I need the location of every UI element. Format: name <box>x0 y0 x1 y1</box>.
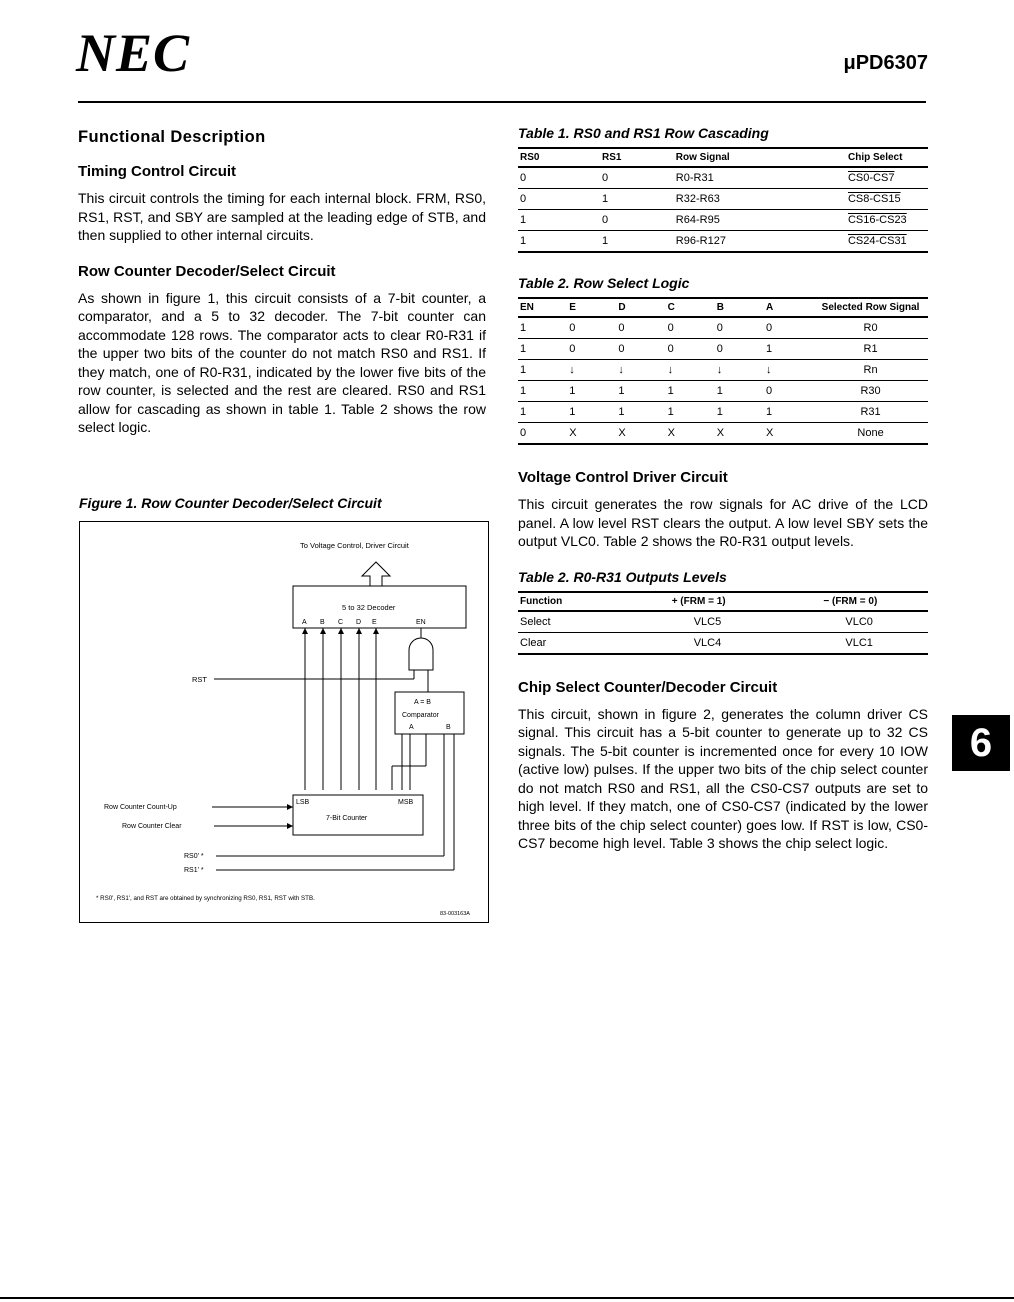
t1-cell: R96-R127 <box>675 235 726 247</box>
t1-cell: CS16-CS23 <box>847 214 907 226</box>
table-row <box>518 167 928 189</box>
t2-cell: R30 <box>860 385 881 397</box>
t1-cell: CS8-CS15 <box>847 193 901 205</box>
t2-cell: X <box>569 427 577 439</box>
voltage-heading: Voltage Control Driver Circuit <box>518 469 728 486</box>
t2-cell: 0 <box>716 322 723 334</box>
t2-cell: 0 <box>569 343 576 355</box>
t3-cell: VLC4 <box>693 636 722 649</box>
t2-cell: 1 <box>765 343 773 355</box>
comparator-label: Comparator <box>402 712 439 719</box>
table-row <box>518 189 928 210</box>
right-column <box>518 125 928 853</box>
t2-h-a: A <box>765 302 774 313</box>
t2-cell: R1 <box>863 343 878 355</box>
fig-footnote: * RS0', RS1', and RST are obtained by synchronizing RS0, RS1, RST with STB. <box>96 895 315 902</box>
counter-lsb: LSB <box>296 799 310 806</box>
section-tab-6: 6 <box>952 715 1010 771</box>
t2-h-selected: Selected Row Signal <box>821 302 920 313</box>
nec-logo: NEC <box>76 23 191 83</box>
table-row <box>518 423 928 445</box>
t2-cell: R0 <box>863 322 878 334</box>
t2-cell: ↓ <box>618 364 624 376</box>
t2-h-en: EN <box>520 302 534 313</box>
footer-rule <box>0 1297 1014 1299</box>
t1-cell: 1 <box>520 235 527 247</box>
table3 <box>518 591 928 655</box>
t1-cell: 0 <box>602 172 609 184</box>
t2-cell: ↓ <box>765 364 772 376</box>
up-arrow-icon <box>362 562 390 586</box>
t3-cell: Clear <box>520 636 547 649</box>
t2-cell: 1 <box>765 406 773 418</box>
left-column <box>78 128 486 437</box>
clear-label: Row Counter Clear <box>122 823 182 830</box>
row-counter-heading: Row Counter Decoder/Select Circuit <box>78 262 336 280</box>
t2-cell: ↓ <box>716 364 723 376</box>
header-rule <box>78 101 926 103</box>
t2-cell: None <box>857 427 884 439</box>
t2-cell: 1 <box>569 406 576 418</box>
t2-cell: X <box>667 427 675 439</box>
t1-cell: R32-R63 <box>675 193 720 205</box>
t2-cell: 1 <box>618 385 625 397</box>
t1-cell: 1 <box>602 193 609 205</box>
t2-h-d: D <box>618 302 626 313</box>
t2-h-e: E <box>569 302 576 313</box>
comparator-eq: A = B <box>414 699 431 706</box>
t2-cell: 0 <box>716 343 723 355</box>
t3-h-plus: + (FRM = 1) <box>671 595 726 607</box>
table-row <box>518 402 928 423</box>
t3-cell: VLC5 <box>693 615 722 628</box>
decoder-in-d: D <box>356 619 362 626</box>
t1-h-row: Row Signal <box>675 152 730 163</box>
timing-heading: Timing Control Circuit <box>78 163 237 180</box>
t2-cell: 0 <box>667 322 674 334</box>
fig-top-label: To Voltage Control, Driver Circuit <box>300 541 409 550</box>
t2-cell: X <box>716 427 725 439</box>
decoder-input-lines <box>305 628 376 790</box>
table-row <box>518 381 928 402</box>
t2-cell: 1 <box>520 322 527 334</box>
comparator-b: B <box>446 724 451 731</box>
t2-cell: R31 <box>860 406 881 418</box>
comparator-input-lines <box>392 734 454 854</box>
t1-cell: 0 <box>520 193 527 205</box>
t3-cell: VLC1 <box>845 636 873 649</box>
rs1-prime-label: RS1' * <box>184 867 204 874</box>
t2-cell: ↓ <box>569 364 575 376</box>
section-title: Functional Description <box>78 128 266 146</box>
t2-cell: 1 <box>520 343 527 355</box>
t1-cell: 1 <box>602 235 609 247</box>
decoder-in-c: C <box>338 619 344 626</box>
table-row <box>518 317 928 339</box>
t1-cell: R64-R95 <box>675 214 720 226</box>
chip-select-heading: Chip Select Counter/Decoder Circuit <box>518 678 778 696</box>
decoder-in-e: E <box>372 619 377 626</box>
t3-cell: VLC0 <box>845 615 873 628</box>
and-gate <box>409 638 433 670</box>
t1-h-cs: Chip Select <box>847 152 903 163</box>
t2-cell: Rn <box>863 364 878 376</box>
t2-h-c: C <box>667 302 675 313</box>
t3-h-function: Function <box>520 595 563 607</box>
t2-cell: 0 <box>765 322 773 334</box>
t2-cell: 0 <box>618 343 625 355</box>
part-number: μPD6307 <box>843 52 928 74</box>
t3-h-minus: − (FRM = 0) <box>823 595 878 607</box>
t2-cell: 1 <box>716 406 723 418</box>
t1-cell: 0 <box>602 214 609 226</box>
comparator-a: A <box>409 724 414 731</box>
decoder-in-b: B <box>320 619 325 626</box>
t1-h-rs1: RS1 <box>602 152 622 163</box>
count-up-label: Row Counter Count-Up <box>104 804 177 811</box>
t2-cell: 0 <box>569 322 576 334</box>
t1-cell: CS0-CS7 <box>847 172 895 184</box>
chip-select-body: This circuit, shown in figure 2, generates the column driver CS signal. This circuit has a 5-bit counter to generate up to 32 CS signals. The 5-bit counter is incremented once for every 10 IOW (active low) pulses. If the upper two bits of the chip select counter do not match RS0 and RS1, all the CS0-CS7 outputs are set to high level. If they match, one of CS0-CS7 (indicated by the lower three bits of the chip select counter) goes low. If RST is low, CS0-CS7 become high level. Table 3 shows the chip select logic. <box>518 705 928 851</box>
table-row <box>518 611 928 633</box>
figure-caption: Figure 1. Row Counter Decoder/Select Circuit <box>79 495 382 511</box>
t1-cell: 0 <box>520 172 527 184</box>
table-row <box>518 339 928 360</box>
table2-body <box>518 317 928 444</box>
t2-cell: 1 <box>569 385 576 397</box>
t2-cell: ↓ <box>667 364 674 376</box>
voltage-body: This circuit generates the row signals for AC drive of the LCD panel. A low level RST clears the output. A low level SBY sets the output VLC0. Table 2 shows the R0-R31 output levels. <box>518 496 928 549</box>
t1-cell: R0-R31 <box>675 172 714 184</box>
table-row <box>518 632 928 654</box>
row-counter-circuit-svg <box>80 522 488 922</box>
table2 <box>518 297 928 445</box>
t2-cell: 0 <box>520 427 527 439</box>
decoder-in-a: A <box>302 619 307 626</box>
row-counter-body: As shown in figure 1, this circuit consists of a 7-bit counter, a comparator, and a 5 to 32 decoder. The 7-bit counter can accommodate 128 rows. The comparator acts to clear R0-R31 if the upper two bits of the counter do not match RS0 and RS1. If they match, one of R0-R31, indicated by the lower five bits of the row counter, is selected and the rest are cleared. RS0 and RS1 allow for cascading as shown in table 1. Table 2 shows the row select logic. <box>78 289 486 435</box>
t2-cell: X <box>618 427 626 439</box>
t2-cell: X <box>765 427 774 439</box>
table2-caption: Table 2. Row Select Logic <box>518 275 690 291</box>
timing-body: This circuit controls the timing for each internal block. FRM, RS0, RS1, RST, and SBY are sampled at the leading edge of STB, and then supplied to other internal circuits. <box>78 190 486 243</box>
fig-rst-label: RST <box>192 675 207 684</box>
t2-cell: 1 <box>618 406 625 418</box>
counter-msb: MSB <box>398 799 414 806</box>
t2-cell: 1 <box>520 385 527 397</box>
t2-cell: 1 <box>667 385 674 397</box>
t2-cell: 1 <box>667 406 674 418</box>
t1-cell: 1 <box>520 214 527 226</box>
t2-cell: 0 <box>667 343 674 355</box>
counter-label: 7-Bit Counter <box>326 815 368 822</box>
t1-cell: CS24-CS31 <box>847 235 907 247</box>
decoder-en: EN <box>416 619 426 626</box>
t2-h-b: B <box>716 302 724 313</box>
table-row <box>518 360 928 381</box>
table1-caption: Table 1. RS0 and RS1 Row Cascading <box>518 125 769 141</box>
figure-1-diagram <box>79 521 489 923</box>
t3-cell: Select <box>520 615 551 628</box>
t2-cell: 0 <box>765 385 773 397</box>
decoder-label: 5 to 32 Decoder <box>342 603 396 612</box>
table1 <box>518 147 928 253</box>
t2-cell: 1 <box>520 406 527 418</box>
t2-cell: 1 <box>520 364 527 376</box>
t2-cell: 1 <box>716 385 723 397</box>
table3-caption: Table 2. R0-R31 Outputs Levels <box>518 568 727 585</box>
t1-h-rs0: RS0 <box>520 152 540 163</box>
table-row <box>518 231 928 253</box>
table-row <box>518 210 928 231</box>
t2-cell: 0 <box>618 322 625 334</box>
fig-code: 83-003163A <box>440 911 470 917</box>
rs0-prime-label: RS0' * <box>184 853 204 860</box>
